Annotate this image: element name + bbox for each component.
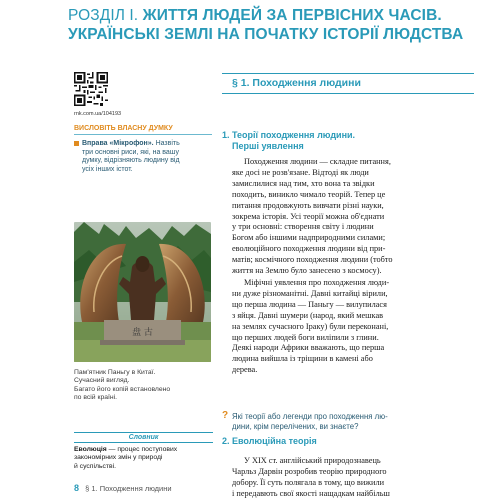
glossary-entry bbox=[74, 446, 214, 471]
text-line: людина вийшла із тріщини в камені або bbox=[232, 354, 373, 364]
footer-text: § 1. Походження людини bbox=[85, 484, 172, 493]
subsection-line: 1. Теорії походження людини. bbox=[222, 130, 356, 140]
paragraph-1 bbox=[232, 157, 474, 277]
exercise-line: думку, відрізняють людину від bbox=[82, 157, 180, 165]
text-line: еволюційного походження людини від при- bbox=[232, 244, 386, 254]
glossary-line: закономірних змін у природі bbox=[74, 454, 163, 462]
chapter-title-line1: ЖИТТЯ ЛЮДЕЙ ЗА ПЕРВІСНИХ ЧАСІВ. bbox=[142, 7, 442, 24]
text-line: життя на Землю було занесено з космосу). bbox=[232, 266, 382, 276]
text-line: з яйця. Давні шумери (народ, який мешкав bbox=[232, 310, 384, 320]
exercise-line: Назвіть bbox=[155, 140, 180, 147]
text-line: що перша людина — Паньгу — вилупилася bbox=[232, 299, 387, 309]
subsection-title-1 bbox=[222, 130, 355, 152]
section-title: § 1. Походження людини bbox=[232, 77, 361, 89]
text-line: Міфічні уявлення про походження люди- bbox=[244, 278, 390, 287]
question-mark-icon: ? bbox=[222, 410, 229, 421]
qr-link[interactable]: rnk.com.ua/104193 bbox=[74, 111, 122, 117]
exercise-line: усіх інших істот. bbox=[82, 165, 133, 173]
divider bbox=[74, 134, 212, 135]
paragraph-3 bbox=[232, 456, 474, 500]
text-line: зокрема історія. Усі теорії можна об'єднати bbox=[232, 211, 385, 221]
glossary-heading: Словник bbox=[74, 432, 213, 443]
photo-caption bbox=[74, 369, 214, 402]
text-line: і передавють свої якості нащадкам найбільш bbox=[232, 488, 390, 498]
text-line: дерева. bbox=[232, 365, 258, 375]
caption-line: по всій країні. bbox=[74, 393, 118, 401]
monument-inscription: 盘 古 bbox=[132, 328, 153, 338]
page-footer bbox=[74, 483, 172, 493]
chapter-header bbox=[68, 6, 478, 44]
exercise-line: три основні риси, які, на вашу bbox=[82, 148, 179, 156]
text-line: Чарльз Дарвін розробив теорію природного bbox=[232, 466, 387, 476]
bullet-square-icon bbox=[74, 141, 79, 146]
glossary-line: — процес поступових bbox=[108, 446, 178, 453]
opinion-heading: ВИСЛОВІТЬ ВЛАСНУ ДУМКУ bbox=[74, 125, 173, 132]
caption-line: Пам'ятник Паньгу в Китаї. bbox=[74, 369, 156, 376]
text-line: матів; космічного походження людини (тобто bbox=[232, 255, 393, 265]
paragraph-2 bbox=[232, 278, 474, 376]
text-line: замислилися над тим, хто вона та звідки bbox=[232, 178, 375, 188]
chapter-title-line2: УКРАЇНСЬКІ ЗЕМЛІ НА ПОЧАТКУ ІСТОРІЇ ЛЮДСТВА bbox=[68, 26, 464, 43]
text-line: що перших людей боги виліпили з глини. bbox=[232, 332, 379, 342]
text-line: добору. Її суть полягала в тому, що вижили bbox=[232, 477, 385, 487]
caption-line: Сучасний вигляд. bbox=[74, 377, 130, 385]
glossary-line: й суспільстві. bbox=[74, 462, 117, 470]
question-line: Які теорії або легенди про походження лю- bbox=[232, 412, 388, 421]
chapter-label: РОЗДІЛ І. bbox=[68, 7, 139, 24]
caption-line: Багато його копій встановлено bbox=[74, 385, 171, 393]
subsection-line: Перші уявлення bbox=[232, 141, 304, 151]
text-line: у три основні: створення світу і людини bbox=[232, 222, 374, 232]
subsection-title-2: 2. Еволюційна теорія bbox=[222, 436, 317, 446]
text-line: на землях сучасного Іраку) були переконані, bbox=[232, 321, 389, 331]
page-number: 8 bbox=[74, 483, 80, 493]
question-line: дини, крім перелічених, ви знаєте? bbox=[232, 422, 359, 431]
glossary-term: Еволюція bbox=[74, 446, 107, 453]
text-line: Богом або іншими надприродними силами; bbox=[232, 233, 386, 243]
qr-code-icon[interactable] bbox=[74, 72, 108, 106]
text-line: ни дуже різноманітні. Давні китайці вірили, bbox=[232, 288, 388, 298]
text-line: яке досі не розв'язане. Відтоді як люди bbox=[232, 167, 369, 177]
pangu-monument-photo bbox=[74, 222, 211, 362]
exercise-block bbox=[74, 140, 214, 173]
text-line: питання продовжують вивчати різні науки, bbox=[232, 200, 384, 210]
text-line: походить, виникло чимало теорій. Тепер це bbox=[232, 189, 386, 199]
exercise-title: Вправа «Мікрофон». bbox=[82, 140, 154, 147]
text-line: У XIX ст. англійський природознавець bbox=[244, 456, 381, 465]
text-line: Деякі народи Африки вважають, що перша bbox=[232, 343, 385, 353]
text-line: Походження людини — складне питання, bbox=[244, 157, 391, 166]
